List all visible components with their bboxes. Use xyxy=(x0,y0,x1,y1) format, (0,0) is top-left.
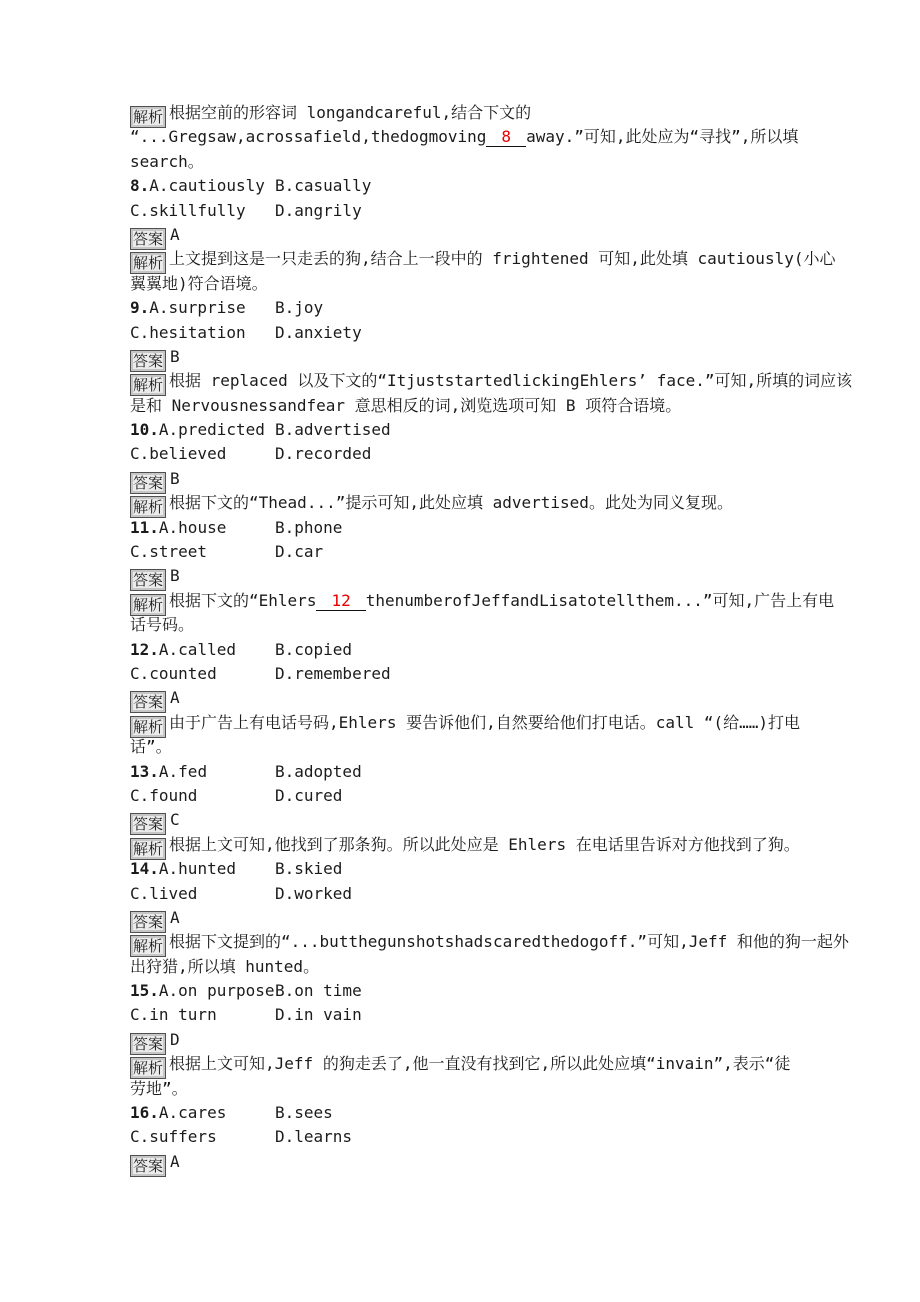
option-a: A.cares xyxy=(158,1103,227,1123)
question-number: 11. xyxy=(130,517,159,537)
question-options-line-ab xyxy=(130,979,830,1003)
option-b: B.adopted xyxy=(275,761,362,781)
question-options-line-cd xyxy=(130,784,830,808)
option-cell xyxy=(130,321,275,345)
question-options-line-ab xyxy=(130,296,830,320)
analysis-label: 解析 xyxy=(130,594,166,616)
question-cell xyxy=(130,516,275,540)
question-options-line-cd xyxy=(130,662,830,686)
question-options-line-cd xyxy=(130,1125,830,1149)
answer-line xyxy=(130,1150,830,1174)
answer-label: 答案 xyxy=(130,813,166,835)
analysis-line xyxy=(130,247,836,273)
option-c: C.believed xyxy=(130,444,227,464)
answer-label: 答案 xyxy=(130,350,166,372)
question-options-line-cd xyxy=(130,1003,830,1027)
answer-label: 答案 xyxy=(130,228,166,250)
analysis-label: 解析 xyxy=(130,935,166,957)
question-number: 10. xyxy=(130,420,159,440)
analysis-label: 解析 xyxy=(130,1057,166,1079)
option-a: A.predicted xyxy=(158,420,265,440)
analysis-text: 根据上文可知,他找到了那条狗。所以此处应是 Ehlers 在电话里告诉对方他找到了狗。 xyxy=(169,834,800,854)
answer-label: 答案 xyxy=(130,1155,166,1177)
question-options-line-ab xyxy=(130,638,830,662)
answer-key-document xyxy=(130,101,853,1175)
analysis-text: 劳地”。 xyxy=(130,1078,188,1098)
analysis-text: 根据下文的“Ehlers xyxy=(169,590,317,610)
question-cell xyxy=(130,296,275,320)
option-a: A.fed xyxy=(158,761,208,781)
answer-line xyxy=(130,564,830,588)
answer-line xyxy=(130,345,830,369)
option-a: A.house xyxy=(158,517,227,537)
question-options-line-ab xyxy=(130,516,830,540)
analysis-line xyxy=(130,955,830,979)
analysis-text: 根据下文提到的“...butthegunshotshadscaredthedogoff.”可知,Jeff 和他的狗一起外 xyxy=(169,932,849,952)
option-c: C.skillfully xyxy=(130,200,246,220)
option-cell xyxy=(130,1125,275,1149)
analysis-text: 根据上文可知,Jeff 的狗走丢了,他一直没有找到它,所以此处应填“invain”,表示“徒 xyxy=(169,1054,791,1074)
question-cell xyxy=(130,857,275,881)
question-options-line-cd xyxy=(130,882,830,906)
answer-value: A xyxy=(170,688,180,708)
question-options-line-ab xyxy=(130,857,830,881)
analysis-text: thenumberofJeffandLisatotellthem...”可知,广告上有电 xyxy=(365,590,835,610)
question-options-line-cd xyxy=(130,442,830,466)
option-a: A.hunted xyxy=(158,859,236,879)
option-b: B.sees xyxy=(275,1103,333,1123)
answer-label: 答案 xyxy=(130,1033,166,1055)
answer-label: 答案 xyxy=(130,911,166,933)
analysis-text: 根据空前的形容词 longandcareful,结合下文的 xyxy=(169,103,532,122)
analysis-label: 解析 xyxy=(130,106,166,128)
question-options-line-ab xyxy=(130,418,830,442)
answer-line xyxy=(130,467,830,491)
analysis-label: 解析 xyxy=(130,838,166,860)
blank-number: 12 xyxy=(316,591,365,611)
option-c: C.lived xyxy=(130,883,198,903)
analysis-line xyxy=(130,735,830,759)
option-cell xyxy=(130,1003,275,1027)
analysis-label: 解析 xyxy=(130,374,166,396)
analysis-text: 根据下文的“Thead...”提示可知,此处应填 advertised。此处为同义复现。 xyxy=(169,493,733,513)
option-b: B.skied xyxy=(275,859,343,879)
option-cell xyxy=(130,442,275,466)
answer-line xyxy=(130,1028,830,1052)
analysis-text: 由于广告上有电话号码,Ehlers 要告诉他们,自然要给他们打电话。call “(给……)打电 xyxy=(169,712,801,732)
question-number: 13. xyxy=(130,761,159,781)
option-cell xyxy=(130,662,275,686)
analysis-line xyxy=(130,613,830,637)
question-options-line-ab xyxy=(130,174,830,198)
option-cell xyxy=(130,199,275,223)
answer-label: 答案 xyxy=(130,691,166,713)
analysis-line xyxy=(130,833,830,857)
answer-line xyxy=(130,686,830,710)
answer-value: D xyxy=(170,1029,180,1049)
question-options-line-cd xyxy=(130,199,830,223)
analysis-text: 根据 replaced 以及下文的“ItjuststartedlickingEhlers’ face.”可知,所填的词应该 xyxy=(169,371,853,391)
question-cell xyxy=(130,638,275,662)
option-cell xyxy=(130,882,275,906)
analysis-text: 翼翼地)符合语境。 xyxy=(130,273,268,293)
analysis-label: 解析 xyxy=(130,496,166,518)
analysis-text: 是和 Nervousnessandfear 意思相反的词,浏览选项可知 B 项符合语境。 xyxy=(130,395,682,415)
option-d: D.angrily xyxy=(275,200,362,220)
answer-line xyxy=(130,906,830,930)
analysis-line xyxy=(130,711,830,735)
answer-line xyxy=(130,223,830,247)
option-c: C.hesitation xyxy=(130,322,246,342)
question-options-line-ab xyxy=(130,1101,830,1125)
option-a: A.surprise xyxy=(149,298,246,318)
option-a: A.on purpose xyxy=(158,981,275,1001)
analysis-line xyxy=(130,1077,830,1101)
analysis-text: 话”。 xyxy=(130,737,172,757)
question-number: 16. xyxy=(130,1103,159,1123)
answer-value: A xyxy=(170,1151,180,1171)
answer-value: A xyxy=(170,224,180,244)
answer-value: A xyxy=(170,907,180,927)
question-cell xyxy=(130,418,275,442)
question-options-line-ab xyxy=(130,760,830,784)
question-options-line-cd xyxy=(130,540,830,564)
answer-value: B xyxy=(170,346,180,366)
question-cell xyxy=(130,979,275,1003)
question-options-line-cd xyxy=(130,321,830,345)
analysis-text: 出狩猎,所以填 hunted。 xyxy=(130,956,320,976)
question-number: 9. xyxy=(130,298,150,318)
option-d: D.car xyxy=(275,542,324,562)
option-b: B.copied xyxy=(275,639,353,659)
answer-label: 答案 xyxy=(130,472,166,494)
analysis-label: 解析 xyxy=(130,716,166,738)
answer-value: B xyxy=(170,468,180,488)
analysis-text: away.”可知,此处应为“寻找”,所以填 xyxy=(526,127,799,147)
option-c: C.in turn xyxy=(130,1005,217,1025)
answer-value: C xyxy=(170,810,180,830)
question-number: 15. xyxy=(130,981,159,1001)
analysis-line xyxy=(130,101,830,125)
option-d: D.in vain xyxy=(275,1005,362,1025)
analysis-line xyxy=(130,930,849,956)
option-d: D.worked xyxy=(275,883,353,903)
option-d: D.recorded xyxy=(275,444,372,464)
option-b: B.advertised xyxy=(275,420,391,440)
option-b: B.phone xyxy=(275,517,343,537)
analysis-line xyxy=(130,394,830,418)
option-cell xyxy=(130,784,275,808)
option-c: C.found xyxy=(130,785,198,805)
analysis-text: 上文提到这是一只走丢的狗,结合上一段中的 frightened 可知,此处填 cautiously(小心 xyxy=(169,249,836,269)
question-cell xyxy=(130,760,275,784)
option-b: B.casually xyxy=(275,176,372,196)
question-number: 14. xyxy=(130,859,159,879)
question-cell xyxy=(130,1101,275,1125)
option-a: A.cautiously xyxy=(149,176,265,196)
analysis-label: 解析 xyxy=(130,252,166,274)
blank-number: 8 xyxy=(486,127,526,147)
question-number: 8. xyxy=(130,176,150,196)
analysis-line xyxy=(130,1052,830,1076)
analysis-line xyxy=(130,369,853,395)
option-b: B.on time xyxy=(275,981,362,1001)
answer-value: B xyxy=(170,566,180,586)
analysis-line xyxy=(130,491,830,515)
option-d: D.cured xyxy=(275,785,343,805)
analysis-text: 话号码。 xyxy=(130,615,195,635)
option-c: C.street xyxy=(130,542,208,562)
option-d: D.learns xyxy=(275,1127,353,1147)
analysis-text: search。 xyxy=(130,151,204,171)
option-d: D.anxiety xyxy=(275,322,362,342)
option-cell xyxy=(130,540,275,564)
option-c: C.counted xyxy=(130,663,217,683)
question-cell xyxy=(130,174,275,198)
option-b: B.joy xyxy=(275,298,324,318)
analysis-line xyxy=(130,272,830,296)
question-number: 12. xyxy=(130,639,159,659)
option-d: D.remembered xyxy=(275,663,391,683)
option-a: A.called xyxy=(158,639,236,659)
option-c: C.suffers xyxy=(130,1127,217,1147)
analysis-text: “...Gregsaw,acrossafield,thedogmoving xyxy=(130,127,487,147)
analysis-line xyxy=(130,125,830,149)
analysis-line xyxy=(130,589,835,614)
answer-line xyxy=(130,808,830,832)
answer-label: 答案 xyxy=(130,569,166,591)
analysis-line xyxy=(130,150,830,174)
